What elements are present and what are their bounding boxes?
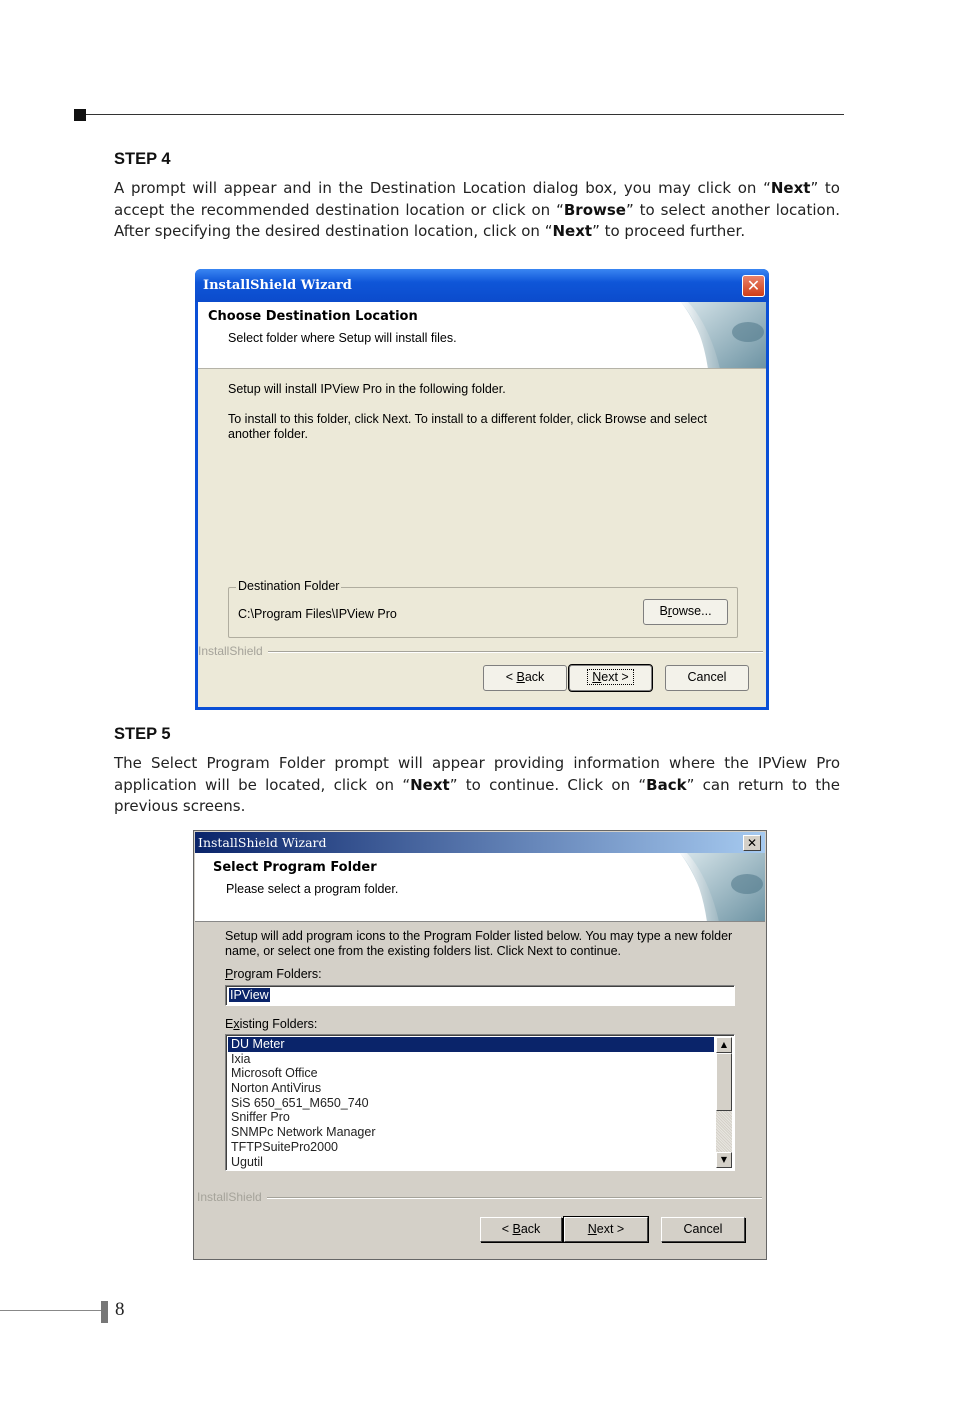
info-line-2 — [228, 412, 707, 442]
label-accel: P — [225, 967, 234, 981]
program-folders-label — [225, 967, 322, 981]
folder-list-item[interactable]: SNMPc Network Manager — [231, 1125, 376, 1140]
step5-heading: STEP 5 — [114, 725, 171, 743]
info-line-2: name, or select one from the existing folders list. Click Next to continue. — [225, 944, 622, 958]
bold-next: Next — [552, 222, 593, 240]
footer-marker — [101, 1301, 108, 1323]
program-folder-input[interactable] — [225, 985, 735, 1006]
step4-paragraph — [114, 178, 840, 243]
folder-list-item[interactable]: TFTPSuitePro2000 — [231, 1139, 338, 1154]
header-title: Choose Destination Location — [208, 309, 418, 324]
header-rule — [86, 114, 844, 115]
footer-rule — [0, 1310, 101, 1311]
label: < — [505, 670, 517, 684]
text: ” can return to the previous screens. — [114, 775, 840, 815]
label-accel: B — [512, 1222, 521, 1236]
scroll-thumb[interactable] — [716, 1053, 732, 1111]
destination-folder-label: Destination Folder — [238, 579, 340, 593]
dialog-titlebar[interactable] — [195, 269, 769, 302]
text: ” to proceed further. — [592, 222, 746, 240]
wizard-graphic-icon — [636, 302, 766, 369]
existing-folders-list[interactable] — [225, 1034, 735, 1171]
label: isting Folders: — [239, 1017, 318, 1031]
folder-list-item[interactable]: SiS 650_651_M650_740 — [231, 1095, 369, 1110]
dialog-title: InstallShield Wizard — [198, 835, 327, 850]
label: ack — [524, 670, 545, 684]
label: rogram Folders: — [233, 967, 322, 981]
label-accel: B — [516, 670, 525, 684]
existing-folders-label — [225, 1017, 317, 1031]
folder-list-item[interactable]: Ugutil — [231, 1154, 263, 1169]
bold-next: Next — [410, 775, 450, 794]
label: < — [501, 1222, 513, 1236]
wizard-header — [195, 853, 765, 922]
brand-divider — [267, 1197, 762, 1199]
bold-browse: Browse — [563, 200, 626, 219]
dialog-title: InstallShield Wizard — [203, 278, 352, 293]
installshield-brand: InstallShield — [197, 1190, 262, 1204]
label-accel: N — [587, 1222, 597, 1236]
header-subtitle: Select folder where Setup will install files. — [228, 331, 457, 345]
folder-list-item[interactable]: Sniffer Pro — [231, 1110, 290, 1125]
folder-list-item[interactable]: DU Meter — [228, 1037, 714, 1052]
destination-location-dialog — [195, 269, 769, 710]
info-text — [225, 929, 732, 959]
close-icon[interactable]: ✕ — [743, 835, 761, 851]
text: ” to accept the recommended destination location or click on “ — [114, 179, 840, 219]
label: ext > — [601, 670, 629, 684]
dialog-body — [198, 302, 766, 707]
info-line-1: Setup will install IPView Pro in the following folder. — [228, 382, 506, 396]
text: A prompt will appear and in the Destination Location dialog box, you may click on “ — [114, 179, 771, 197]
list-scrollbar[interactable] — [716, 1037, 732, 1168]
next-focus-rect — [587, 669, 633, 685]
page-number: 8 — [115, 1299, 125, 1320]
label-accel: r — [667, 604, 672, 618]
installshield-brand: InstallShield — [198, 644, 263, 658]
back-button[interactable] — [483, 665, 567, 691]
folder-list-item[interactable]: Norton AntiVirus — [231, 1081, 322, 1096]
info-line-2b: another folder. — [228, 427, 308, 441]
dialog-titlebar[interactable] — [195, 832, 765, 853]
info-line-1: Setup will add program icons to the Program Folder listed below. You may type a new folder — [225, 929, 733, 943]
browse-button[interactable] — [643, 599, 728, 625]
back-button[interactable] — [480, 1217, 562, 1242]
scroll-up-icon[interactable]: ▲ — [716, 1037, 732, 1053]
scroll-down-icon[interactable]: ▼ — [716, 1152, 732, 1168]
folder-list-item[interactable]: Ixia — [231, 1051, 251, 1066]
bold-back: Back — [646, 775, 687, 794]
cancel-button[interactable]: Cancel — [665, 665, 749, 691]
text: The Select Program Folder prompt will appear providing information where the IPView Pro application will be located, click on “ — [114, 754, 840, 794]
info-line-2a: To install to this folder, click Next. To install to a different folder, click Browse and select — [228, 412, 707, 426]
label: ack — [520, 1222, 541, 1236]
cancel-button[interactable]: Cancel — [661, 1217, 745, 1242]
label: B — [659, 604, 668, 618]
label-accel: N — [592, 670, 602, 684]
step5-paragraph — [114, 753, 840, 818]
select-program-folder-dialog — [193, 830, 767, 1260]
program-folder-value: IPView — [230, 988, 269, 1002]
header-square-marker — [74, 109, 86, 121]
label: ext > — [596, 1222, 625, 1236]
destination-folder-path: C:\Program Files\IPView Pro — [238, 607, 397, 621]
label: owse... — [671, 604, 712, 618]
text: ” to continue. Click on “ — [449, 775, 647, 794]
label-accel: x — [233, 1017, 240, 1031]
wizard-graphic-icon — [635, 853, 765, 922]
close-icon[interactable]: ✕ — [742, 275, 765, 297]
folder-list-item[interactable]: Microsoft Office — [231, 1066, 318, 1081]
wizard-header — [198, 302, 766, 369]
step4-heading: STEP 4 — [114, 150, 171, 168]
header-subtitle: Please select a program folder. — [226, 882, 399, 896]
label: E — [225, 1017, 234, 1031]
next-button[interactable] — [569, 665, 652, 691]
bold-next: Next — [770, 179, 811, 197]
text: ” to select another location. After specifying the desired destination location, click on “ — [114, 200, 840, 240]
brand-divider — [268, 651, 763, 653]
next-button[interactable] — [564, 1217, 648, 1242]
header-title: Select Program Folder — [213, 860, 377, 875]
folder-list-items — [228, 1037, 714, 1169]
